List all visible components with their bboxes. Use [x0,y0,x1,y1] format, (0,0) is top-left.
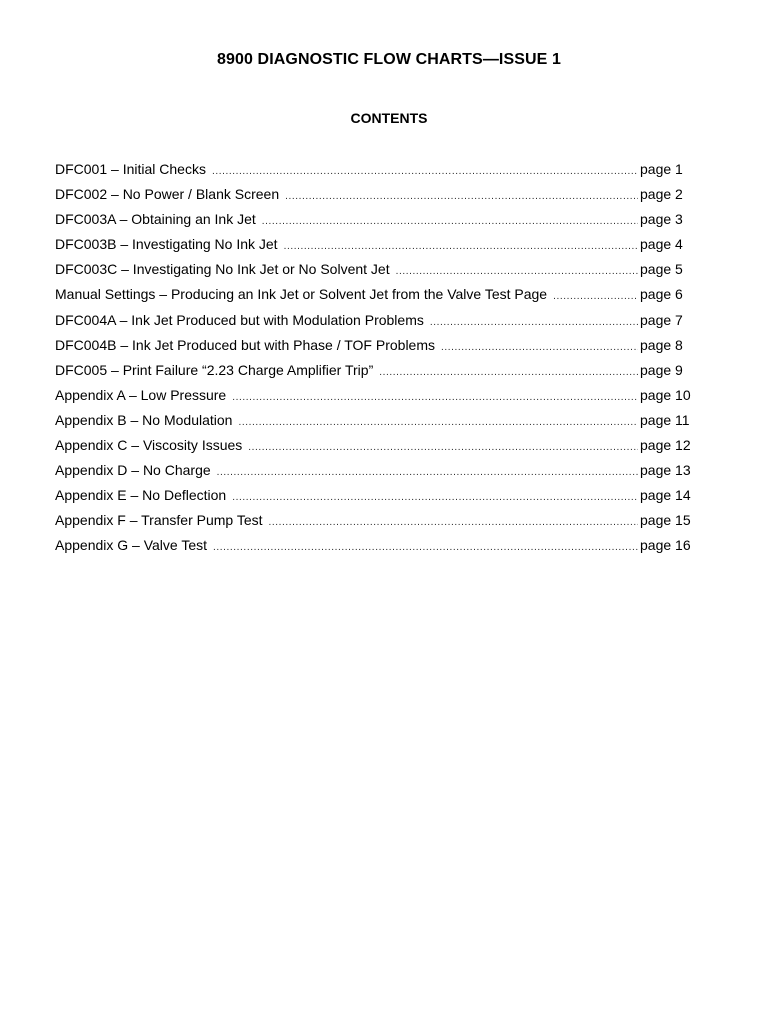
toc-entry-page: page 10 [640,386,691,403]
toc-dot-leader [379,363,638,383]
toc-entry-page: page 12 [640,437,691,454]
toc-dot-leader [284,237,638,257]
toc-entry[interactable] [55,335,696,360]
toc-entry-title: DFC003B – Investigating No Ink Jet [55,236,278,253]
toc-entry[interactable] [55,259,696,284]
toc-entry-title: Appendix B – No Modulation [55,411,233,428]
toc-entry[interactable] [55,209,696,234]
toc-dot-leader [248,438,638,458]
toc-entry[interactable] [55,510,696,535]
toc-entry-page: page 3 [640,211,683,228]
toc-entry-title: Appendix D – No Charge [55,462,211,479]
toc-entry[interactable] [55,485,696,510]
toc-entry-page: page 5 [640,261,683,278]
toc-entry-title: DFC003A – Obtaining an Ink Jet [55,211,256,228]
toc-entry-page: page 6 [640,286,683,303]
toc-dot-leader [262,212,638,232]
toc-entry-title: DFC003C – Investigating No Ink Jet or No Solvent Jet [55,261,390,278]
toc-entry-page: page 4 [640,236,683,253]
toc-entry-title: DFC002 – No Power / Blank Screen [55,186,280,203]
toc-entry-page: page 11 [640,411,690,428]
toc-entry[interactable] [55,159,696,184]
toc-entry-title: Appendix E – No Deflection [55,487,227,504]
toc-entry-title: Appendix A – Low Pressure [55,386,227,403]
toc-entry-title: DFC004B – Ink Jet Produced but with Phase / TOF Problems [55,336,435,353]
toc-dot-leader [238,413,638,433]
toc-entry[interactable] [55,410,696,435]
toc-dot-leader [285,187,638,207]
toc-dot-leader [396,262,638,282]
toc-entry-page: page 2 [640,186,683,203]
table-of-contents [55,159,696,561]
toc-dot-leader [217,463,638,483]
toc-entry-title: Appendix G – Valve Test [55,537,208,554]
toc-entry-title: DFC005 – Print Failure “2.23 Charge Amplifier Trip” [55,361,374,378]
toc-entry-page: page 14 [640,487,691,504]
toc-entry[interactable] [55,460,696,485]
toc-entry-title: Appendix C – Viscosity Issues [55,437,243,454]
toc-entry[interactable] [55,284,696,309]
toc-entry-page: page 1 [640,161,683,177]
toc-dot-leader [232,488,638,508]
toc-entry[interactable] [55,535,696,560]
toc-entry-page: page 8 [640,336,683,353]
toc-entry-title: DFC001 – Initial Checks [55,161,206,177]
toc-entry-title: Appendix F – Transfer Pump Test [55,512,263,529]
toc-entry-title: Manual Settings – Producing an Ink Jet or Solvent Jet from the Valve Test Page [55,286,548,303]
toc-dot-leader [232,388,638,408]
toc-entry[interactable] [55,310,696,335]
toc-entry-page: page 9 [640,361,683,378]
toc-entry-page: page 7 [640,311,683,328]
toc-dot-leader [430,313,638,333]
toc-dot-leader [213,538,638,558]
toc-entry[interactable] [55,385,696,410]
toc-dot-leader [553,287,638,307]
toc-entry[interactable] [55,184,696,209]
toc-entry-page: page 15 [640,512,691,529]
toc-dot-leader [441,338,638,358]
document-title: 8900 DIAGNOSTIC FLOW CHARTS—ISSUE 1 [217,51,561,68]
toc-dot-leader [269,513,638,533]
toc-entry[interactable] [55,435,696,460]
toc-entry[interactable] [55,234,696,259]
toc-entry-title: DFC004A – Ink Jet Produced but with Modulation Problems [55,311,424,328]
toc-dot-leader [212,162,638,182]
toc-entry-page: page 13 [640,462,691,479]
toc-entry-page: page 16 [640,537,691,554]
toc-entry[interactable] [55,360,696,385]
contents-heading: CONTENTS [350,110,428,126]
